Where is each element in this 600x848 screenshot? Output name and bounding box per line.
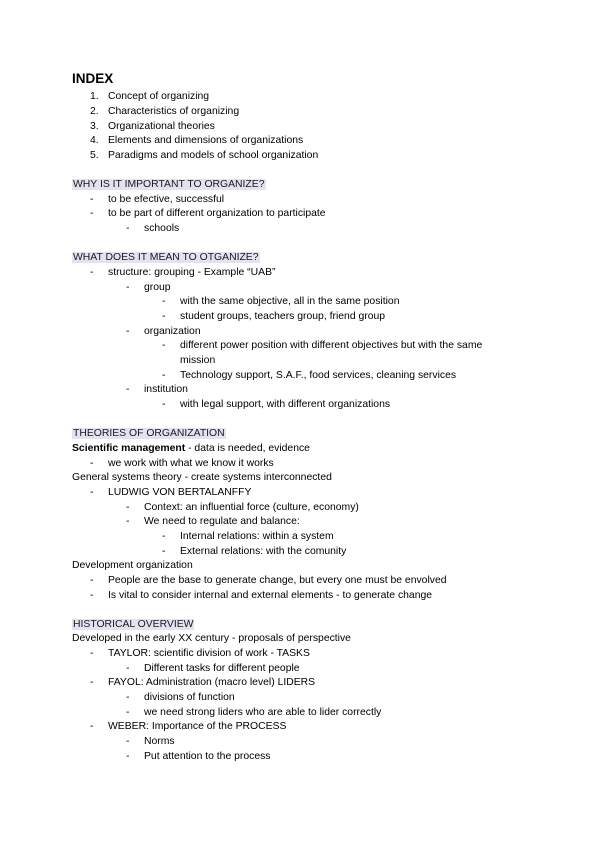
- list-item: Internal relations: within a system: [180, 531, 334, 542]
- bullet: -: [126, 707, 130, 718]
- list-item: Put attention to the process: [144, 751, 271, 762]
- bullet: -: [90, 677, 94, 688]
- list-item: FAYOL: Administration (macro level) LIDERS: [108, 677, 316, 688]
- bullet: -: [126, 223, 130, 234]
- bullet: -: [90, 267, 94, 278]
- theory-description: - data is needed, evidence: [185, 443, 310, 454]
- bullet: -: [162, 370, 166, 381]
- index-item: Concept of organizing: [108, 91, 210, 102]
- list-item: we need strong liders who are able to lider correctly: [144, 707, 382, 718]
- bullet: -: [126, 663, 130, 674]
- list-item: divisions of function: [144, 692, 235, 703]
- bullet: -: [162, 546, 166, 557]
- list-item: WEBER: Importance of the PROCESS: [108, 721, 287, 732]
- bullet: -: [90, 575, 94, 586]
- list-item: different power position with different objectives but with the same mission: [180, 340, 483, 366]
- bullet: -: [162, 399, 166, 410]
- bullet: -: [90, 458, 94, 469]
- list-item: Different tasks for different people: [144, 663, 300, 674]
- index-number: 5.: [90, 150, 99, 161]
- list-item: Technology support, S.A.F., food services, cleaning services: [180, 370, 457, 381]
- bullet: -: [126, 282, 130, 293]
- bullet: -: [126, 502, 130, 513]
- list-item: structure: grouping - Example “UAB”: [108, 267, 276, 278]
- list-item: organization: [144, 326, 201, 337]
- index-item: Characteristics of organizing: [108, 106, 240, 117]
- index-item: Paradigms and models of school organization: [108, 150, 319, 161]
- bullet: -: [90, 194, 94, 205]
- theory-name: Scientific management: [72, 443, 186, 454]
- section-heading: THEORIES OF ORGANIZATION: [73, 428, 225, 439]
- bullet: -: [162, 296, 166, 307]
- index-number: 4.: [90, 135, 99, 146]
- bullet: -: [90, 208, 94, 219]
- bullet: -: [126, 326, 130, 337]
- list-item: institution: [144, 384, 188, 395]
- document-title: INDEX: [72, 71, 114, 86]
- section-heading: WHAT DOES IT MEAN TO OTGANIZE?: [73, 252, 259, 263]
- bullet: -: [126, 736, 130, 747]
- bullet: -: [90, 648, 94, 659]
- theory-line: General systems theory - create systems interconnected: [72, 472, 332, 483]
- index-item: Organizational theories: [108, 121, 215, 132]
- bullet: -: [90, 590, 94, 601]
- bullet: -: [126, 516, 130, 527]
- section-heading: HISTORICAL OVERVIEW: [73, 619, 194, 630]
- bullet: -: [126, 751, 130, 762]
- list-item: Is vital to consider internal and external elements - to generate change: [108, 590, 433, 601]
- list-item: with legal support, with different organizations: [180, 399, 391, 410]
- bullet: -: [162, 311, 166, 322]
- bullet: -: [126, 692, 130, 703]
- index-number: 3.: [90, 121, 99, 132]
- section-heading: WHY IS IT IMPORTANT TO ORGANIZE?: [73, 179, 265, 190]
- theory-line: Development organization: [72, 560, 193, 571]
- bullet: -: [162, 340, 166, 351]
- list-item: We need to regulate and balance:: [144, 516, 300, 527]
- list-item: student groups, teachers group, friend group: [180, 311, 386, 322]
- index-number: 1.: [90, 91, 99, 102]
- bullet: -: [126, 384, 130, 395]
- bullet: -: [90, 487, 94, 498]
- list-item: schools: [144, 223, 180, 234]
- list-item: Context: an influential force (culture, economy): [144, 502, 359, 513]
- paragraph: Developed in the early XX century - proposals of perspective: [72, 633, 351, 644]
- list-item: group: [144, 282, 171, 293]
- index-number: 2.: [90, 106, 99, 117]
- bullet: -: [90, 721, 94, 732]
- list-item: People are the base to generate change, but every one must be envolved: [108, 575, 447, 586]
- bullet: -: [162, 531, 166, 542]
- list-item: LUDWIG VON BERTALANFFY: [108, 487, 252, 498]
- list-item: Norms: [144, 736, 175, 747]
- list-item: to be efective, successful: [108, 194, 225, 205]
- index-item: Elements and dimensions of organizations: [108, 135, 304, 146]
- list-item: we work with what we know it works: [108, 458, 274, 469]
- list-item: to be part of different organization to participate: [108, 208, 326, 219]
- list-item: External relations: with the comunity: [180, 546, 347, 557]
- list-item: TAYLOR: scientific division of work - TASKS: [108, 648, 310, 659]
- theory-line: [72, 442, 310, 455]
- list-item: with the same objective, all in the same position: [180, 296, 400, 307]
